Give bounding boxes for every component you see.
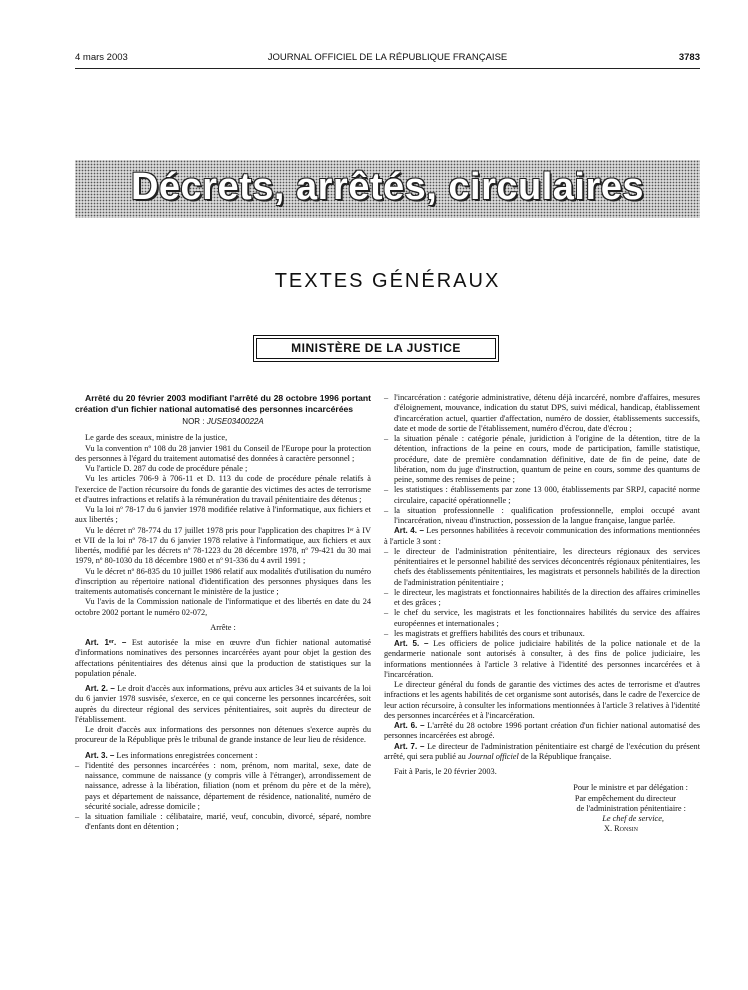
- place-date: Fait à Paris, le 20 février 2003.: [394, 767, 497, 776]
- signature-line: [384, 814, 700, 824]
- banner-title: Décrets, arrêtés, circulaires: [130, 166, 645, 208]
- header-date: 4 mars 2003: [75, 52, 128, 63]
- list-item: – les statistiques : établissements par zone 13 000, établissements par SRPJ, capacité norme circulaire, capacité opérationnelle ;: [384, 485, 700, 506]
- article-2: [75, 684, 371, 725]
- decree-title: Arrêté du 20 février 2003 modifiant l'arrêté du 28 octobre 1996 portant création d'un fichier national automatisé des personnes incarcérées: [75, 393, 371, 414]
- article-5-paragraph-2: Le directeur général du fonds de garantie des victimes des actes de terrorisme et d'autres infractions et les agents habilités de cet organisme sont autorisés, dans le cadre de l'exercice de leur action récursoire, à consulter les informations mentionnées à l'article 3 relatives à l'identité des personnes incarcérées et à l'incarcération.: [384, 680, 700, 720]
- list-item: – l'identité des personnes incarcérées : nom, prénom, nom marital, sexe, date de naissance, commune de naissance (y compris ville à l'étranger), arrondissement de naissance, adresse à la libération, filiation (nom et prénom du père et de la mère), pays et département de naissance, département de résidence, nationalité, numéro de sécurité sociale, adresse domicile ;: [75, 761, 371, 812]
- signatory-name: X. Ronsin: [603, 824, 638, 834]
- article-2-paragraph-2: Le droit d'accès aux informations des personnes non détenues s'exerce auprès du procureur de la République près le tribunal de grande instance de leur lieu de résidence.: [75, 725, 371, 745]
- list-item: – le chef du service, les magistrats et les fonctionnaires habilités du service des affaires européennes et internationales ;: [384, 608, 700, 629]
- header-rule: [75, 68, 700, 69]
- preamble-paragraph: Vu l'avis de la Commission nationale de l'informatique et des libertés en date du 24 octobre 2002 portant le numéro 02-072,: [75, 597, 371, 617]
- article-1-text: Est autorisée la mise en œuvre d'un fichier national automatisé d'informations nominatives des personnes incarcérées ayant pour objet la gestion des affectations pénitentiaires des détenus ainsi que la production de statistiques sur la population pénale.: [75, 638, 371, 678]
- nor-label: NOR :: [182, 417, 205, 426]
- signature-line: [384, 824, 700, 834]
- nor-code: JUSE0340022A: [206, 417, 264, 426]
- article-2-label: Art. 2. –: [85, 684, 115, 693]
- article-6-text: L'arrêté du 28 octobre 1996 portant création d'un fichier national automatisé des personnes incarcérées est abrogé.: [384, 721, 700, 741]
- article-1: [75, 638, 371, 679]
- article-2-text: Le droit d'accès aux informations, prévu aux articles 34 et suivants de la loi du 6 janvier 1978 susvisée, s'exerce, en ce qui concerne les personnes incarcérées, soit auprès du directeur régional des services pénitentiaires, soit auprès du directeur de l'établissement.: [75, 684, 371, 724]
- signature-line: Par empêchement du directeur: [574, 793, 676, 803]
- article-3-text: Les informations enregistrées concernent :: [116, 750, 258, 760]
- article-3-list: [75, 761, 371, 833]
- preamble-paragraph: Vu l'article D. 287 du code de procédure pénale ;: [85, 464, 248, 473]
- ministry-name: MINISTÈRE DE LA JUSTICE: [256, 338, 496, 359]
- article-3-list-continued: [384, 393, 700, 526]
- article-7-journal: Journal officiel: [467, 751, 519, 761]
- article-5-text: Les officiers de police judiciaire habilités de la police nationale et de la gendarmerie nationale sont autorisés à consulter, à des fins de police judiciaire, les informations mentionnées à l'article 3 relative à l'identité des personnes incarcérées et à l'incarcération.: [384, 639, 701, 679]
- list-item: – la situation pénale : catégorie pénale, juridiction à l'origine de la détention, titre de la détention, infractions de la peine en cours, mode de participation, famille statistique, procédure, date de première condamnation définitive, date de fin de peine, date de libération, nom du juge d'instruction, quantum de peine en cours, somme des quantums de peine, somme des remises de peine ;: [384, 434, 700, 485]
- nor-reference: [75, 417, 371, 427]
- section-title: TEXTES GÉNÉRAUX: [274, 270, 501, 292]
- article-7-label: Art. 7. –: [394, 741, 425, 751]
- preamble-paragraph: Vu le décret nº 78-774 du 17 juillet 1978 pris pour l'application des chapitres Iᵉʳ à IV et VII de la loi nº 78-17 du 6 janvier 1978 relative à l'informatique, aux fichiers et aux libertés, modifié par les décrets nº 78-1223 du 28 décembre 1978, nº 79-421 du 30 mai 1979, nº 80-1030 du 18 décembre 1980 et nº 91-336 du 4 avril 1991 ;: [75, 525, 371, 566]
- article-5: [384, 639, 700, 680]
- preamble-paragraph: Vu la loi nº 78-17 du 6 janvier 1978 modifiée relative à l'informatique, aux fichiers et aux libertés ;: [75, 505, 371, 525]
- list-item: – le directeur de l'administration pénitentiaire, les directeurs régionaux des services pénitentiaires et le personnel habilité des services déconcentrés régionaux pénitentiaires, les chefs des établissements pénitentiaires, les magistrats et personnels habilités de la direction de l'administration pénitentiaire ;: [384, 547, 700, 588]
- article-4-list: [384, 547, 700, 639]
- preamble-paragraph: Vu le décret nº 86-835 du 10 juillet 1986 relatif aux modalités d'utilisation du numéro d'inscription au répertoire national d'identification des personnes physiques dans les traitements automatisés concernant le ministère de la justice ;: [75, 566, 371, 596]
- header-journal-title: JOURNAL OFFICIEL DE LA RÉPUBLIQUE FRANÇAISE: [267, 52, 508, 63]
- list-item: – l'incarcération : catégorie administrative, détenu déjà incarcéré, nombre d'affaires, mesures d'éloignement, mouvance, indication du statut DPS, suivi médical, handicap, établissement d'incarcération actuel, quartier d'affectation, numéro de dossier, établissements successifs, date et mode de sortie de l'établissement, numéro d'écrou, date d'écrou ;: [384, 393, 700, 434]
- list-item: – le directeur, les magistrats et fonctionnaires habilités de la direction des affaires criminelles et des grâces ;: [384, 588, 700, 609]
- article-7-text-b: de la République française.: [520, 751, 612, 761]
- list-item: – les magistrats et greffiers habilités des cours et tribunaux.: [384, 629, 700, 639]
- article-6: [384, 721, 700, 742]
- preamble-paragraph: Le garde des sceaux, ministre de la justice,: [85, 433, 228, 443]
- preamble-paragraph: Vu les articles 706-9 à 706-11 et D. 113 du code de procédure pénale relatifs à l'exercice de l'action récursoire du fonds de garantie des victimes des actes de terrorisme et d'autres infractions et relatifs à la rémunération du travail pénitentiaire des détenus ;: [75, 474, 371, 504]
- signature-role: Le chef de service,: [602, 814, 664, 823]
- signature-line: Pour le ministre et par délégation :: [573, 783, 688, 793]
- article-5-label: Art. 5. –: [394, 639, 429, 648]
- article-4-text: Les personnes habilitées à recevoir communication des informations mentionnées à l'article 3 sont :: [384, 526, 701, 546]
- signature-line: de l'administration pénitentiaire :: [576, 803, 686, 813]
- header-page-number: 3783: [678, 52, 700, 63]
- article-3: [75, 751, 371, 761]
- article-4-label: Art. 4. –: [394, 526, 424, 536]
- signature-block: [384, 783, 700, 834]
- article-6-label: Art. 6. –: [394, 721, 425, 730]
- article-1-label: Art. 1ᵉʳ. –: [85, 638, 127, 647]
- article-7: [384, 742, 700, 763]
- list-item: – la situation professionnelle : qualification professionnelle, emploi occupé avant l'incarcération, niveau d'instruction, possession de la langue française, langue parlée.: [384, 506, 700, 527]
- ministry-box: [253, 335, 499, 362]
- article-7-text-a: Le directeur de l'administration pénitentiaire est chargé de l'exécution du présent arrêté, qui sera publié au: [384, 741, 701, 761]
- preamble-paragraph: Vu la convention nº 108 du 28 janvier 1981 du Conseil de l'Europe pour la protection des personnes à l'égard du traitement automatisé des données à caractère personnel ;: [75, 443, 371, 463]
- article-3-label: Art. 3. –: [85, 750, 115, 760]
- running-header: [75, 52, 700, 66]
- arrete-heading: Arrête :: [210, 622, 236, 632]
- list-item: – la situation familiale : célibataire, marié, veuf, concubin, divorcé, séparé, nombre d'enfants dont en détention ;: [75, 812, 371, 833]
- right-column: [384, 393, 700, 835]
- left-column: [75, 393, 371, 833]
- article-4: [384, 526, 700, 547]
